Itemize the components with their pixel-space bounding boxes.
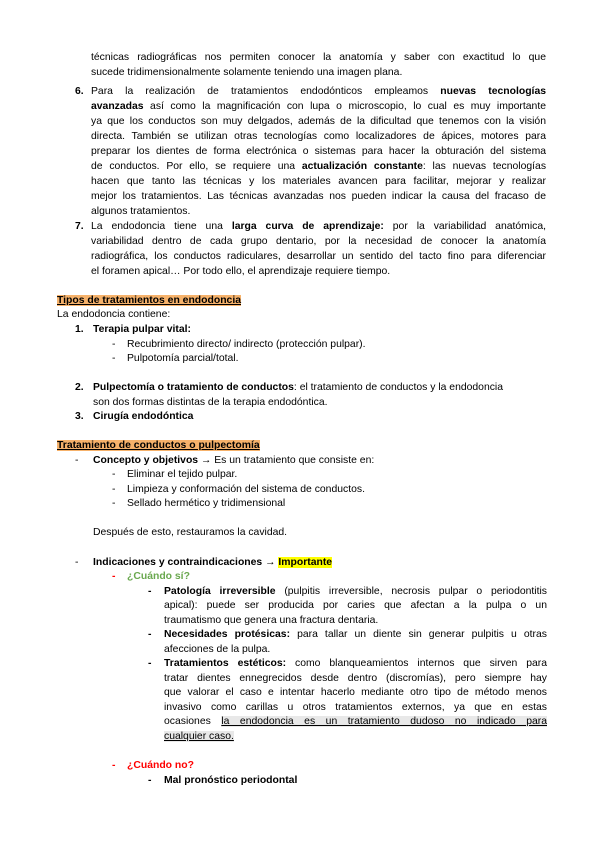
- tipos-item-3: Cirugía endodóntica: [93, 411, 194, 422]
- esteticos-line-3: que valorar el caso e intentar hacerlo mediante otro tipo de método menos: [164, 687, 547, 698]
- p5-line-2: sucede tridimensionalmente solamente teniendo una imagen plana.: [91, 67, 403, 78]
- cuando-si-heading: ¿Cuándo sí?: [127, 571, 190, 582]
- tipos-item-1: Terapia pulpar vital:: [93, 324, 191, 335]
- p7-line-2: variabilidad dentro de cada grupo dentario, por la necesidad de conocer la anatomía: [91, 236, 546, 247]
- cuando-no-heading: ¿Cuándo no?: [127, 760, 194, 771]
- bullet-dash: -: [112, 484, 116, 495]
- patologia-line-1: Patología irreversible (pulpitis irreversible, necrosis pulpar o periodontitis: [164, 586, 547, 597]
- bullet-dash: -: [112, 760, 116, 771]
- objetivo-1: Eliminar el tejido pulpar.: [127, 469, 238, 480]
- esteticos-line-4: invasivo como carillas u otros tratamientos externos, ya que en estas: [164, 702, 547, 713]
- tipos-item-2-line-2: son dos formas distintas de la terapia endodóntica.: [93, 397, 328, 408]
- bullet-dash: -: [112, 469, 116, 480]
- list-number-7: 7.: [75, 221, 84, 232]
- bullet-dash: -: [75, 455, 79, 466]
- p6-line-9: algunos tratamientos.: [91, 206, 191, 217]
- necesidades-line-1: Necesidades protésicas: para tallar un diente sin generar pulpitis u otras: [164, 629, 547, 640]
- bullet-dash: -: [75, 557, 79, 568]
- bullet-dash: -: [112, 339, 116, 350]
- tipos-intro: La endodoncia contiene:: [57, 309, 171, 320]
- p7-line-1: La endodoncia tiene una larga curva de aprendizaje: por la variabilidad anatómica,: [91, 221, 546, 232]
- p6-line-7: hacen que tanto las técnicas y los materiales avancen para facilitar, mejorar y realizar: [91, 176, 546, 187]
- concepto-objetivos: Concepto y objetivos → Es un tratamiento que consiste en:: [93, 455, 375, 466]
- bullet-dash: -: [112, 498, 116, 509]
- bullet-dash: -: [148, 658, 152, 669]
- p6-line-6: de conductos. Por ello, se requiere una actualización constante: las nuevas tecnologías: [91, 161, 547, 172]
- esteticos-line-6: cualquier caso.: [164, 731, 234, 742]
- tipos-item-2: Pulpectomía o tratamiento de conductos: el tratamiento de conductos y la endodoncia: [93, 382, 504, 393]
- tipos-num-2: 2.: [75, 382, 84, 393]
- mal-pronostico: Mal pronóstico periodontal: [164, 775, 298, 786]
- indicaciones-heading: Indicaciones y contraindicaciones → Importante: [93, 557, 333, 568]
- section-heading-tipos: Tipos de tratamientos en endodoncia: [57, 295, 241, 306]
- necesidades-line-2: afecciones de la pulpa.: [164, 644, 271, 655]
- p6-line-4: directa. También se utilizan otras tecnologías como localizadores de ápices, motores para: [91, 131, 546, 142]
- patologia-line-2: apical): puede ser producida por caries que afectan a la pulpa o un: [164, 600, 547, 611]
- section-heading-conductos: Tratamiento de conductos o pulpectomía: [57, 440, 260, 451]
- p6-line-5: preparar los dientes de forma electrónica o sistemas para hacer la obturación del sistema: [91, 146, 546, 157]
- despues-text: Después de esto, restauramos la cavidad.: [93, 527, 288, 538]
- esteticos-line-5: ocasiones la endodoncia es un tratamiento dudoso no indicado para: [164, 716, 547, 727]
- patologia-line-3: traumatismo que genera una fractura dentaria.: [164, 615, 379, 626]
- objetivo-3: Sellado hermético y tridimensional: [127, 498, 286, 509]
- bullet-dash: -: [148, 775, 152, 786]
- p7-line-4: el foramen apical… Por todo ello, el aprendizaje requiere tiempo.: [91, 266, 391, 277]
- p5-line-1: técnicas radiográficas nos permiten conocer la anatomía y saber con exactitud lo que: [91, 52, 546, 63]
- tipos-item-1-sub-1: Recubrimiento directo/ indirecto (protección pulpar).: [127, 339, 366, 350]
- p6-line-1: Para la realización de tratamientos endodónticos empleamos nuevas tecnologías: [91, 86, 546, 97]
- p6-line-3: ya que los conductos son muy delgados, además de la dificultad que tenemos con la visión: [91, 116, 546, 127]
- tipos-num-3: 3.: [75, 411, 84, 422]
- tipos-num-1: 1.: [75, 324, 84, 335]
- esteticos-line-2: tratar dientes ennegrecidos desde dentro (discromías), pero siempre hay: [164, 673, 547, 684]
- objetivo-2: Limpieza y conformación del sistema de conductos.: [127, 484, 365, 495]
- p6-line-8: mejor los tratamientos. Las técnicas avanzadas nos pueden indicar la causa del fracaso de: [91, 191, 546, 202]
- list-number-6: 6.: [75, 86, 84, 97]
- bullet-dash: -: [112, 353, 116, 364]
- bullet-dash: -: [112, 571, 116, 582]
- esteticos-line-1: Tratamientos estéticos: como blanqueamientos internos que sirven para: [164, 658, 547, 669]
- bullet-dash: -: [148, 586, 152, 597]
- bullet-dash: -: [148, 629, 152, 640]
- p6-line-2: avanzadas así como la magnificación con lupa o microscopio, lo cual es muy importante: [91, 101, 546, 112]
- p7-line-3: radiográfica, los conductos radiculares, desarrollar un sentido del tacto fino para diferenciar: [91, 251, 546, 262]
- tipos-item-1-sub-2: Pulpotomía parcial/total.: [127, 353, 239, 364]
